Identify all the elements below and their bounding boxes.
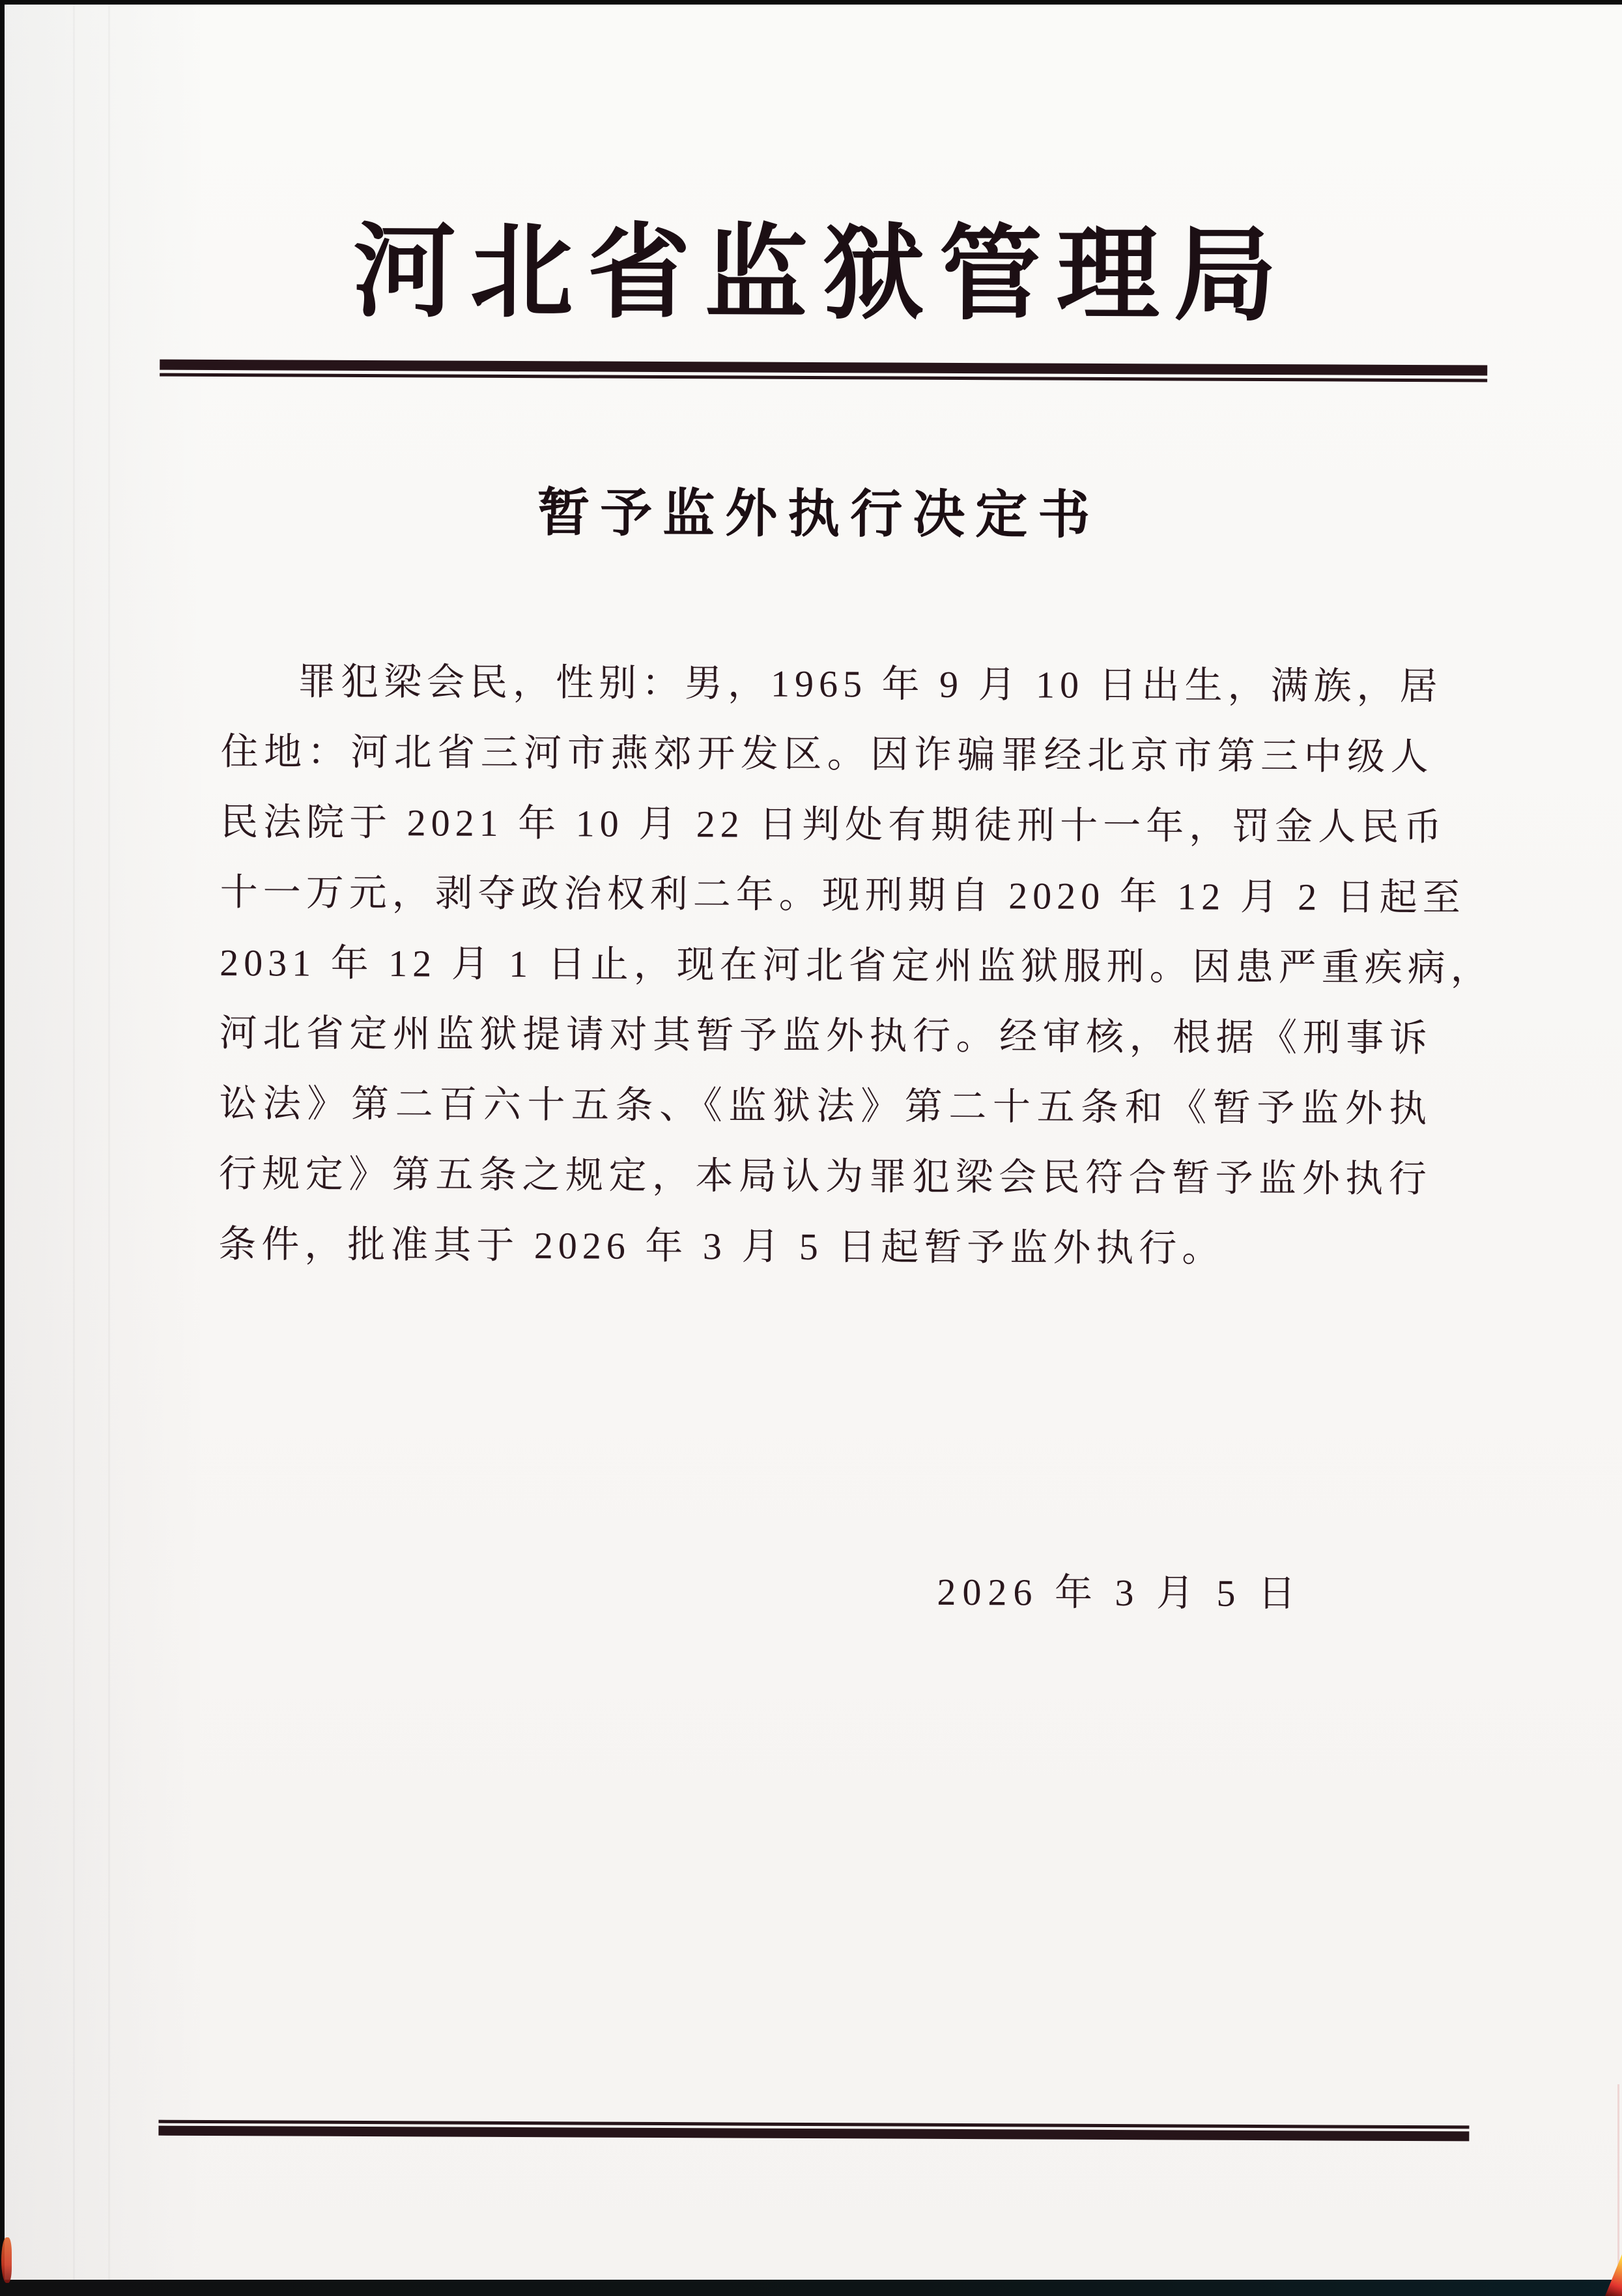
body-line: 条件，批准其于 2026 年 3 月 5 日起暂予监外执行。: [218, 1223, 1225, 1270]
agency-title: 河北省监狱管理局: [352, 215, 1292, 334]
body-line: 罪犯梁会民，性别：男，1965 年 9 月 10 日出生，满族，居: [297, 660, 1443, 708]
body-line: 十一万元，剥夺政治权利二年。现刑期自 2020 年 12 月 2 日起至: [220, 871, 1466, 919]
body-line: 讼法》第二百六十五条、《监狱法》第二十五条和《暂予监外执: [219, 1082, 1432, 1130]
scan-edge-top: [0, 0, 1622, 5]
scan-edge-left: [0, 0, 5, 2296]
document-body: [218, 646, 1494, 1285]
body-line: 2031 年 12 月 1 日止，现在河北省定州监狱服刑。因患严重疾病，: [220, 941, 1494, 990]
header-rule: [160, 360, 1487, 382]
document-date: 2026 年 3 月 5 日: [937, 1570, 1303, 1615]
footer-rule: [158, 2120, 1469, 2142]
scan-artifact-bottom-left: [1, 2237, 12, 2283]
body-line: 行规定》第五条之规定，本局认为罪犯梁会民符合暂予监外执行: [218, 1153, 1432, 1201]
body-line: 住地：河北省三河市燕郊开发区。因诈骗罪经北京市第三中级人: [220, 730, 1434, 779]
scan-edge-bottom: [0, 2280, 1622, 2296]
scan-artifact-right-line: [1617, 2084, 1619, 2280]
document-title: 暂予监外执行决定书: [537, 485, 1101, 545]
body-line: 河北省定州监狱提请对其暂予监外执行。经审核，根据《刑事诉: [219, 1012, 1432, 1060]
body-line: 民法院于 2021 年 10 月 22 日判处有期徒刑十一年，罚金人民币: [220, 801, 1447, 849]
